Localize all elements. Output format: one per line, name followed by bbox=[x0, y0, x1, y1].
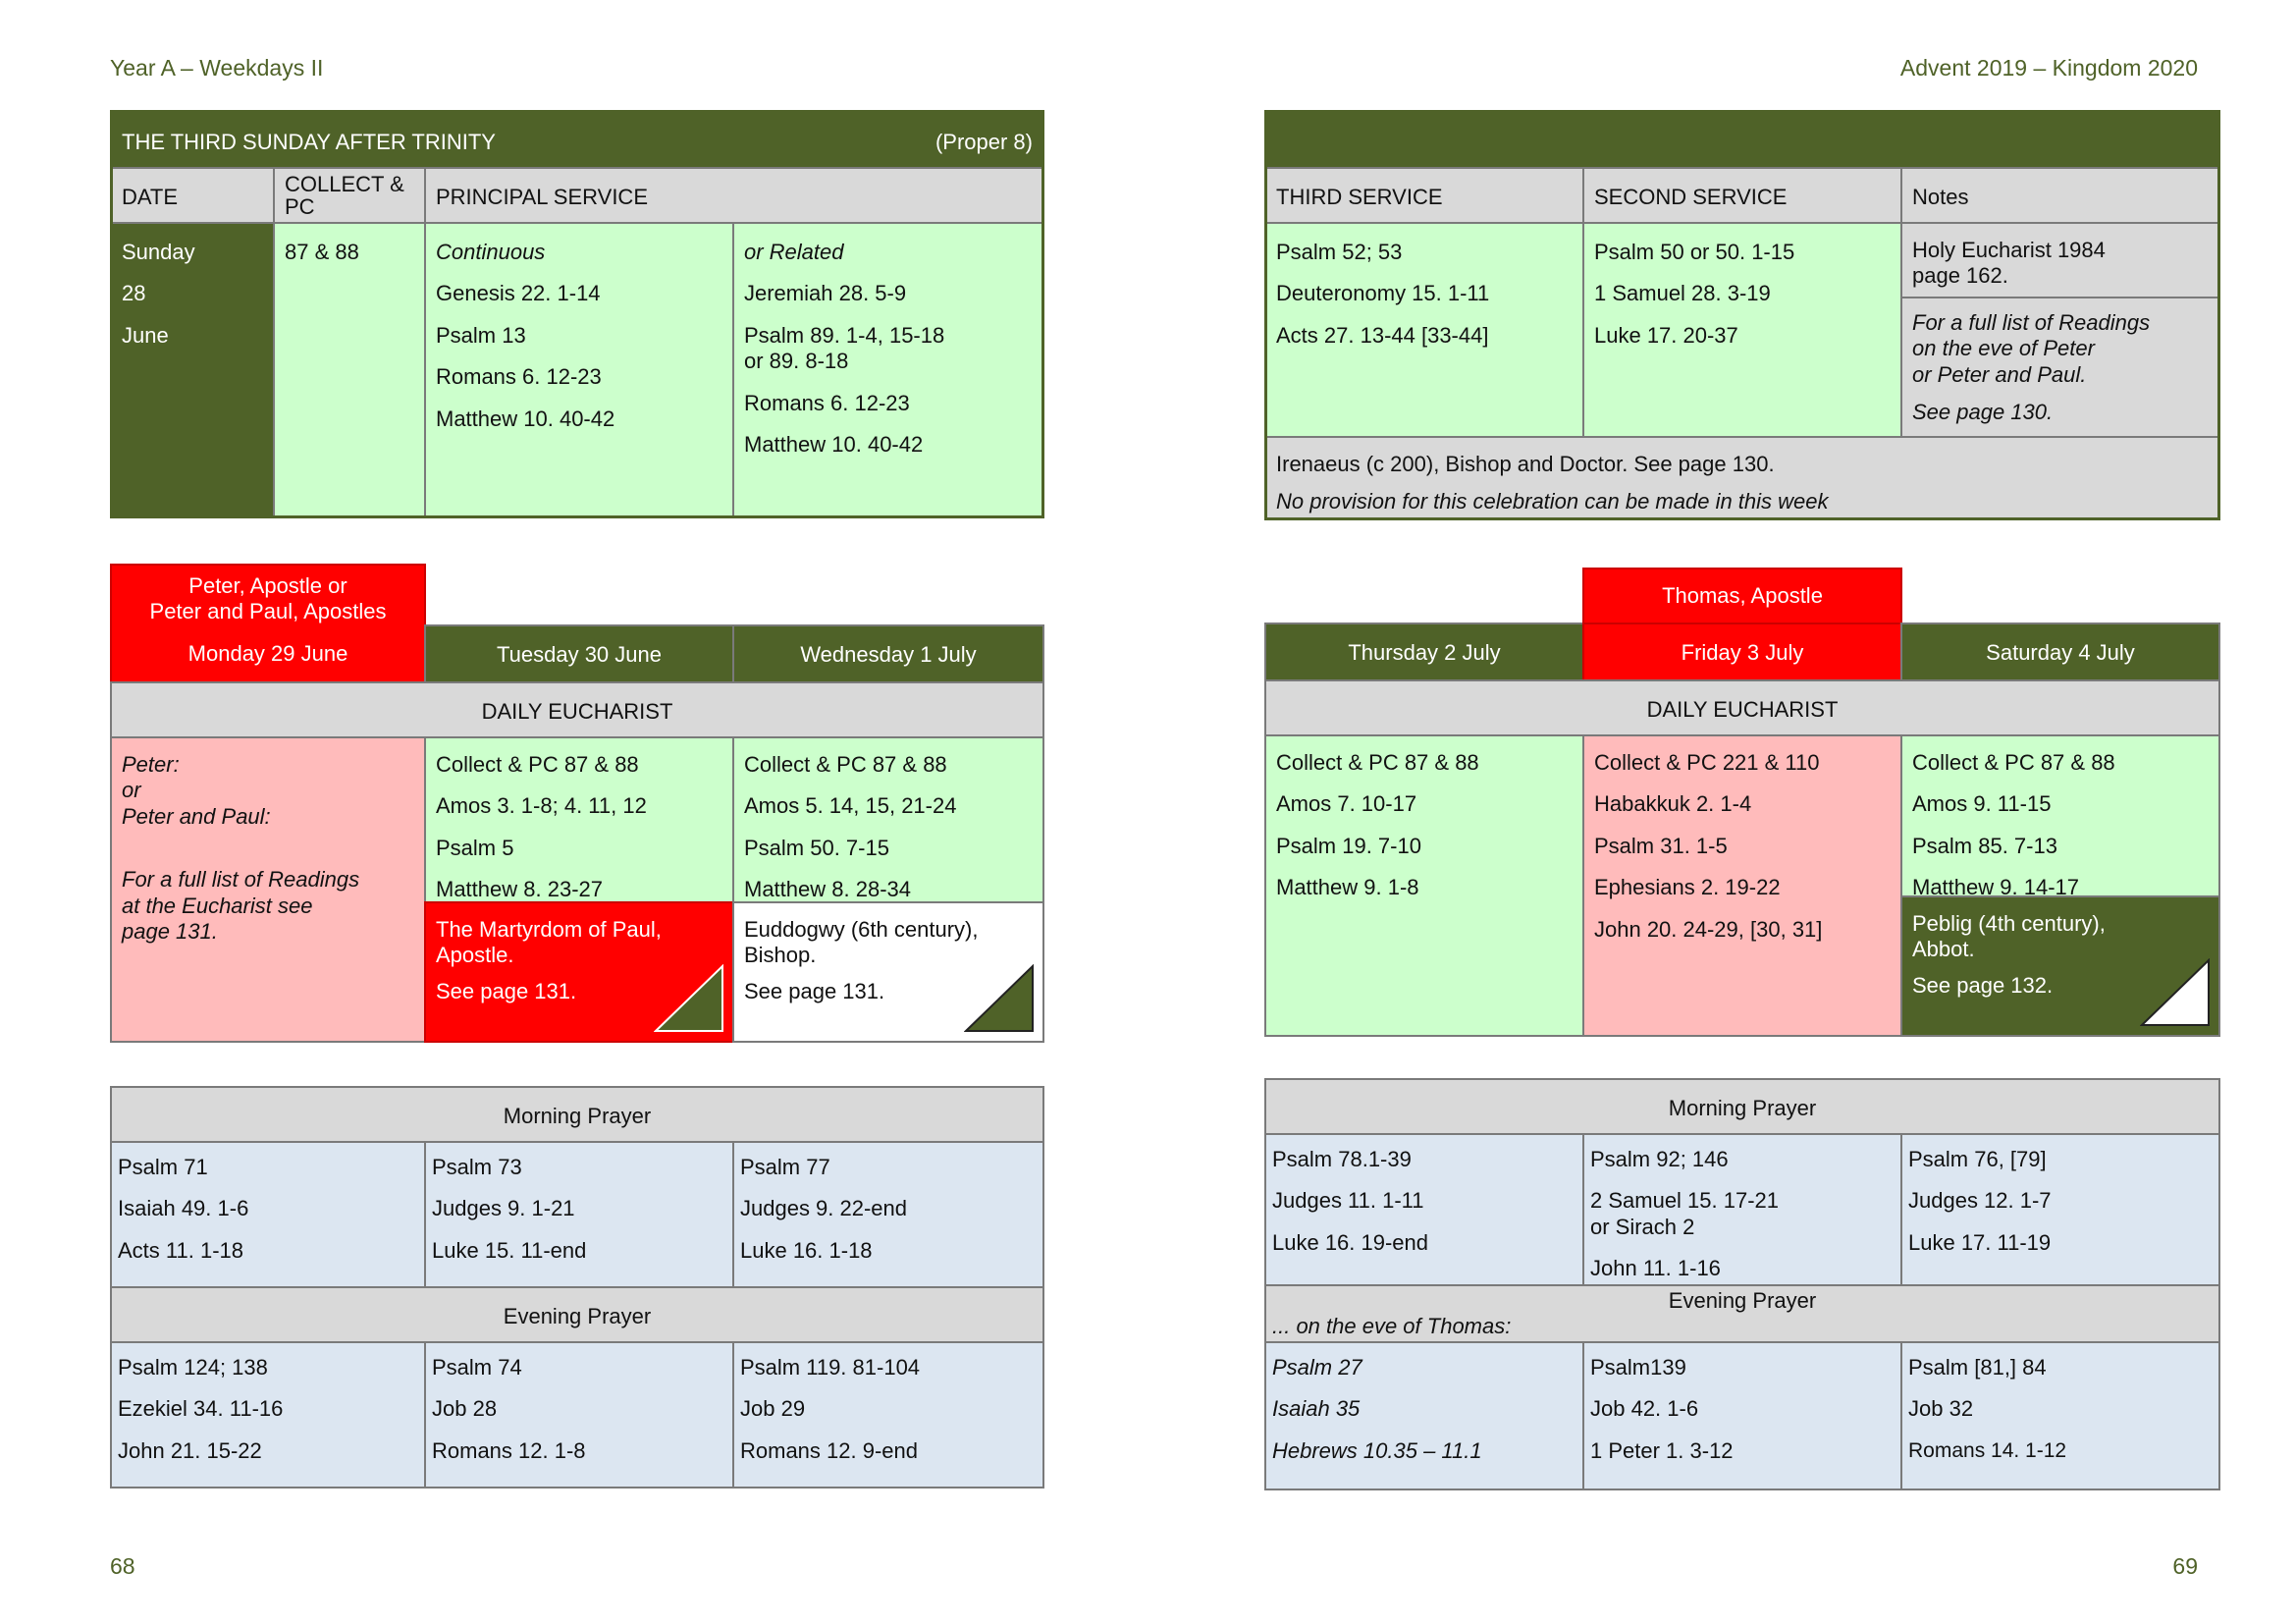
reading: John 11. 1-16 bbox=[1590, 1256, 1721, 1281]
no-provision-text: No provision for this celebration can be made in this week bbox=[1276, 489, 1829, 514]
reading: Job 42. 1-6 bbox=[1590, 1396, 1699, 1422]
third-service-cell bbox=[1264, 222, 1584, 438]
reading: or Sirach 2 bbox=[1590, 1214, 1695, 1239]
header-left: Year A – Weekdays II bbox=[110, 55, 324, 81]
ep-wednesday-cell bbox=[732, 1341, 1044, 1489]
commem-page: See page 131. bbox=[744, 978, 885, 1003]
saturday-readings-cell bbox=[1900, 734, 2220, 897]
reading: Psalm 31. 1-5 bbox=[1594, 833, 1728, 858]
wednesday-commem-cell bbox=[732, 901, 1044, 1043]
commem-page: See page 132. bbox=[1912, 972, 2054, 998]
note-line: Holy Eucharist 1984 bbox=[1912, 238, 2106, 262]
sunday-date-cell bbox=[110, 222, 275, 518]
ep-friday-cell bbox=[1582, 1341, 1902, 1490]
daily-eucharist-right: DAILY EUCHARIST bbox=[1264, 679, 2220, 736]
reading: Psalm 92; 146 bbox=[1590, 1147, 1729, 1171]
reading: Deuteronomy 15. 1-11 bbox=[1276, 281, 1490, 306]
reading: Psalm 77 bbox=[740, 1155, 830, 1179]
reading: Psalm 119. 81-104 bbox=[740, 1355, 921, 1380]
reading: Luke 16. 19-end bbox=[1272, 1229, 1429, 1255]
reading: Collect & PC 87 & 88 bbox=[1276, 750, 1479, 775]
proper-label: (Proper 8) bbox=[934, 130, 1033, 154]
mp-saturday-cell bbox=[1900, 1133, 2220, 1286]
reading: Psalm 27 bbox=[1272, 1355, 1362, 1380]
collect-value: 87 & 88 bbox=[285, 240, 359, 264]
date-line: June bbox=[122, 322, 169, 348]
thursday-header: Thursday 2 July bbox=[1264, 623, 1584, 681]
reading: or 89. 8-18 bbox=[744, 349, 849, 374]
reading: John 21. 15-22 bbox=[118, 1437, 262, 1463]
ep-tuesday-cell bbox=[424, 1341, 734, 1489]
reading: Psalm 52; 53 bbox=[1276, 240, 1403, 264]
colour-triangle-icon bbox=[654, 964, 724, 1033]
monday-note: at the Eucharist see bbox=[122, 893, 313, 918]
reading: Isaiah 35 bbox=[1272, 1396, 1361, 1422]
reading: Judges 12. 1-7 bbox=[1908, 1188, 2052, 1214]
reading: Job 32 bbox=[1908, 1396, 1974, 1422]
irenaeus-text: Irenaeus (c 200), Bishop and Doctor. See page 130. bbox=[1276, 452, 1775, 476]
reading: Psalm139 bbox=[1590, 1355, 1686, 1380]
commem-page: See page 131. bbox=[436, 978, 577, 1003]
continuous-cell bbox=[424, 222, 734, 518]
mp-wednesday-cell bbox=[732, 1141, 1044, 1288]
tuesday-commem-cell bbox=[424, 901, 734, 1043]
monday-readings-cell bbox=[110, 736, 426, 1043]
wednesday-readings-cell bbox=[732, 736, 1044, 903]
date-line: Sunday bbox=[122, 240, 195, 264]
thursday-readings-cell bbox=[1264, 734, 1584, 1037]
monday-line: or bbox=[122, 778, 141, 803]
related-cell bbox=[732, 222, 1044, 518]
monday-header bbox=[110, 564, 426, 683]
date-line: 28 bbox=[122, 281, 146, 306]
reading: Genesis 22. 1-14 bbox=[436, 281, 601, 306]
commem-line: Euddogwy (6th century), bbox=[744, 917, 979, 942]
reading: Psalm 73 bbox=[432, 1155, 522, 1179]
monday-date: Monday 29 June bbox=[187, 640, 348, 666]
commem-line: The Martyrdom of Paul, bbox=[436, 917, 662, 942]
reading: Habakkuk 2. 1-4 bbox=[1594, 791, 1752, 817]
page-number-left: 68 bbox=[110, 1553, 135, 1579]
continuous-label: Continuous bbox=[436, 240, 546, 264]
reading: Psalm [81,] 84 bbox=[1908, 1355, 2047, 1380]
reading: Psalm 19. 7-10 bbox=[1276, 833, 1421, 858]
monday-line: Peter: bbox=[122, 752, 180, 777]
reading: Romans 6. 12-23 bbox=[744, 390, 910, 415]
irenaeus-cell bbox=[1264, 436, 2220, 520]
sunday-collect-cell bbox=[273, 222, 426, 518]
second-service-cell bbox=[1582, 222, 1902, 438]
reading: Luke 16. 1-18 bbox=[740, 1237, 873, 1263]
reading: Romans 6. 12-23 bbox=[436, 364, 602, 390]
ep-saturday-cell bbox=[1900, 1341, 2220, 1490]
reading: Job 29 bbox=[740, 1396, 806, 1422]
reading: Matthew 10. 40-42 bbox=[744, 431, 924, 457]
reading: Matthew 10. 40-42 bbox=[436, 406, 615, 431]
reading: Hebrews 10.35 – 11.1 bbox=[1272, 1437, 1482, 1463]
mp-tuesday-cell bbox=[424, 1141, 734, 1288]
reading: Psalm 5 bbox=[436, 835, 514, 860]
commem-line: Abbot. bbox=[1912, 937, 1975, 962]
reading: Psalm 76, [79] bbox=[1908, 1147, 2047, 1171]
reading: Luke 17. 11-19 bbox=[1908, 1229, 2052, 1255]
reading: Psalm 50. 7-15 bbox=[744, 835, 889, 860]
monday-title-line: Peter and Paul, Apostles bbox=[149, 599, 387, 624]
evening-prayer-left: Evening Prayer bbox=[110, 1286, 1044, 1343]
morning-prayer-left: Morning Prayer bbox=[110, 1086, 1044, 1143]
reading: Luke 15. 11-end bbox=[432, 1237, 587, 1263]
mp-thursday-cell bbox=[1264, 1133, 1584, 1286]
mp-monday-cell bbox=[110, 1141, 426, 1288]
reading: Psalm 74 bbox=[432, 1355, 522, 1380]
reading: Judges 9. 1-21 bbox=[432, 1196, 575, 1221]
morning-prayer-right: Morning Prayer bbox=[1264, 1078, 2220, 1135]
monday-title-line: Peter, Apostle or bbox=[188, 573, 347, 598]
reading: Amos 7. 10-17 bbox=[1276, 791, 1417, 817]
col-second-header: SECOND SERVICE bbox=[1582, 167, 1902, 224]
reading: Isaiah 49. 1-6 bbox=[118, 1196, 249, 1221]
reading: Romans 12. 9-end bbox=[740, 1437, 918, 1463]
reading: Jeremiah 28. 5-9 bbox=[744, 281, 907, 306]
notes-cell-1 bbox=[1900, 222, 2220, 298]
note-line: on the eve of Peter bbox=[1912, 336, 2095, 361]
reading: Amos 9. 11-15 bbox=[1912, 791, 2052, 817]
reading: Collect & PC 87 & 88 bbox=[436, 752, 639, 777]
reading: Psalm 13 bbox=[436, 322, 526, 348]
reading: Job 28 bbox=[432, 1396, 498, 1422]
reading: Psalm 78.1-39 bbox=[1272, 1147, 1412, 1171]
header-right: Advent 2019 – Kingdom 2020 bbox=[1899, 55, 2198, 81]
related-label: or Related bbox=[744, 240, 844, 264]
reading: Collect & PC 87 & 88 bbox=[744, 752, 947, 777]
reading: Ephesians 2. 19-22 bbox=[1594, 875, 1781, 900]
mp-friday-cell bbox=[1582, 1133, 1902, 1286]
reading: Psalm 85. 7-13 bbox=[1912, 833, 2057, 858]
saturday-commem-cell bbox=[1900, 895, 2220, 1037]
col-third-header: THIRD SERVICE bbox=[1264, 167, 1584, 224]
page-number-right: 69 bbox=[2172, 1553, 2198, 1579]
thomas-title: Thomas, Apostle bbox=[1582, 568, 1902, 624]
reading: 1 Samuel 28. 3-19 bbox=[1594, 281, 1771, 306]
commem-line: Peblig (4th century), bbox=[1912, 911, 2106, 936]
reading: Psalm 124; 138 bbox=[118, 1355, 268, 1380]
reading: 2 Samuel 15. 17-21 bbox=[1590, 1188, 1780, 1214]
reading: Collect & PC 87 & 88 bbox=[1912, 750, 2115, 775]
reading: Judges 9. 22-end bbox=[740, 1196, 908, 1221]
note-line: or Peter and Paul. bbox=[1912, 361, 2087, 387]
reading: Amos 3. 1-8; 4. 11, 12 bbox=[436, 793, 647, 819]
commem-line: Apostle. bbox=[436, 943, 514, 968]
colour-triangle-icon bbox=[2140, 958, 2211, 1027]
friday-readings-cell bbox=[1582, 734, 1902, 1037]
saturday-header: Saturday 4 July bbox=[1900, 623, 2220, 681]
evening-prayer-label: Evening Prayer bbox=[1668, 1288, 1817, 1313]
reading: Psalm 71 bbox=[118, 1155, 208, 1179]
evening-prayer-right bbox=[1264, 1284, 2220, 1343]
reading: Amos 5. 14, 15, 21-24 bbox=[744, 793, 957, 819]
reading: Acts 11. 1-18 bbox=[118, 1237, 243, 1263]
commem-line: Bishop. bbox=[744, 943, 817, 968]
reading: Ezekiel 34. 11-16 bbox=[118, 1396, 284, 1422]
reading: Romans 14. 1-12 bbox=[1908, 1438, 2067, 1462]
reading: Matthew 8. 28-34 bbox=[744, 877, 911, 902]
wednesday-header: Wednesday 1 July bbox=[732, 624, 1044, 683]
reading: Matthew 9. 1-8 bbox=[1276, 875, 1419, 900]
reading: Matthew 8. 23-27 bbox=[436, 877, 603, 902]
reading: John 20. 24-29, [30, 31] bbox=[1594, 916, 1823, 942]
reading: Acts 27. 13-44 [33-44] bbox=[1276, 322, 1489, 348]
reading: Romans 12. 1-8 bbox=[432, 1437, 586, 1463]
notes-cell-2 bbox=[1900, 297, 2220, 438]
tuesday-readings-cell bbox=[424, 736, 734, 903]
reading: 1 Peter 1. 3-12 bbox=[1590, 1437, 1734, 1463]
note-page: See page 130. bbox=[1912, 400, 2054, 425]
colour-triangle-icon bbox=[964, 964, 1035, 1033]
ep-monday-cell bbox=[110, 1341, 426, 1489]
ep-thursday-cell bbox=[1264, 1341, 1584, 1490]
col-date-header: DATE bbox=[110, 167, 275, 224]
note-line: page 162. bbox=[1912, 263, 2008, 289]
col-collect-header: COLLECT & PC bbox=[273, 167, 426, 224]
tuesday-header: Tuesday 30 June bbox=[424, 624, 734, 683]
col-principal-header: PRINCIPAL SERVICE bbox=[424, 167, 1044, 224]
eve-of-thomas: ... on the eve of Thomas: bbox=[1272, 1314, 1512, 1339]
col-notes-header: Notes bbox=[1900, 167, 2220, 224]
reading: Luke 17. 20-37 bbox=[1594, 322, 1738, 348]
daily-eucharist-left: DAILY EUCHARIST bbox=[110, 681, 1044, 738]
sunday-title-bar bbox=[110, 110, 1044, 169]
friday-header: Friday 3 July bbox=[1582, 623, 1902, 681]
monday-note: page 131. bbox=[122, 918, 218, 944]
reading: Psalm 89. 1-4, 15-18 bbox=[744, 322, 945, 348]
sunday-cont-bar bbox=[1264, 110, 2220, 169]
note-line: For a full list of Readings bbox=[1912, 310, 2151, 335]
reading: Collect & PC 221 & 110 bbox=[1594, 750, 1820, 775]
monday-line: Peter and Paul: bbox=[122, 803, 271, 829]
monday-note: For a full list of Readings bbox=[122, 867, 360, 893]
sunday-title: THE THIRD SUNDAY AFTER TRINITY bbox=[122, 130, 496, 154]
reading: Psalm 50 or 50. 1-15 bbox=[1594, 240, 1795, 264]
reading: Judges 11. 1-11 bbox=[1272, 1188, 1424, 1214]
reading: Matthew 9. 14-17 bbox=[1912, 875, 2079, 897]
